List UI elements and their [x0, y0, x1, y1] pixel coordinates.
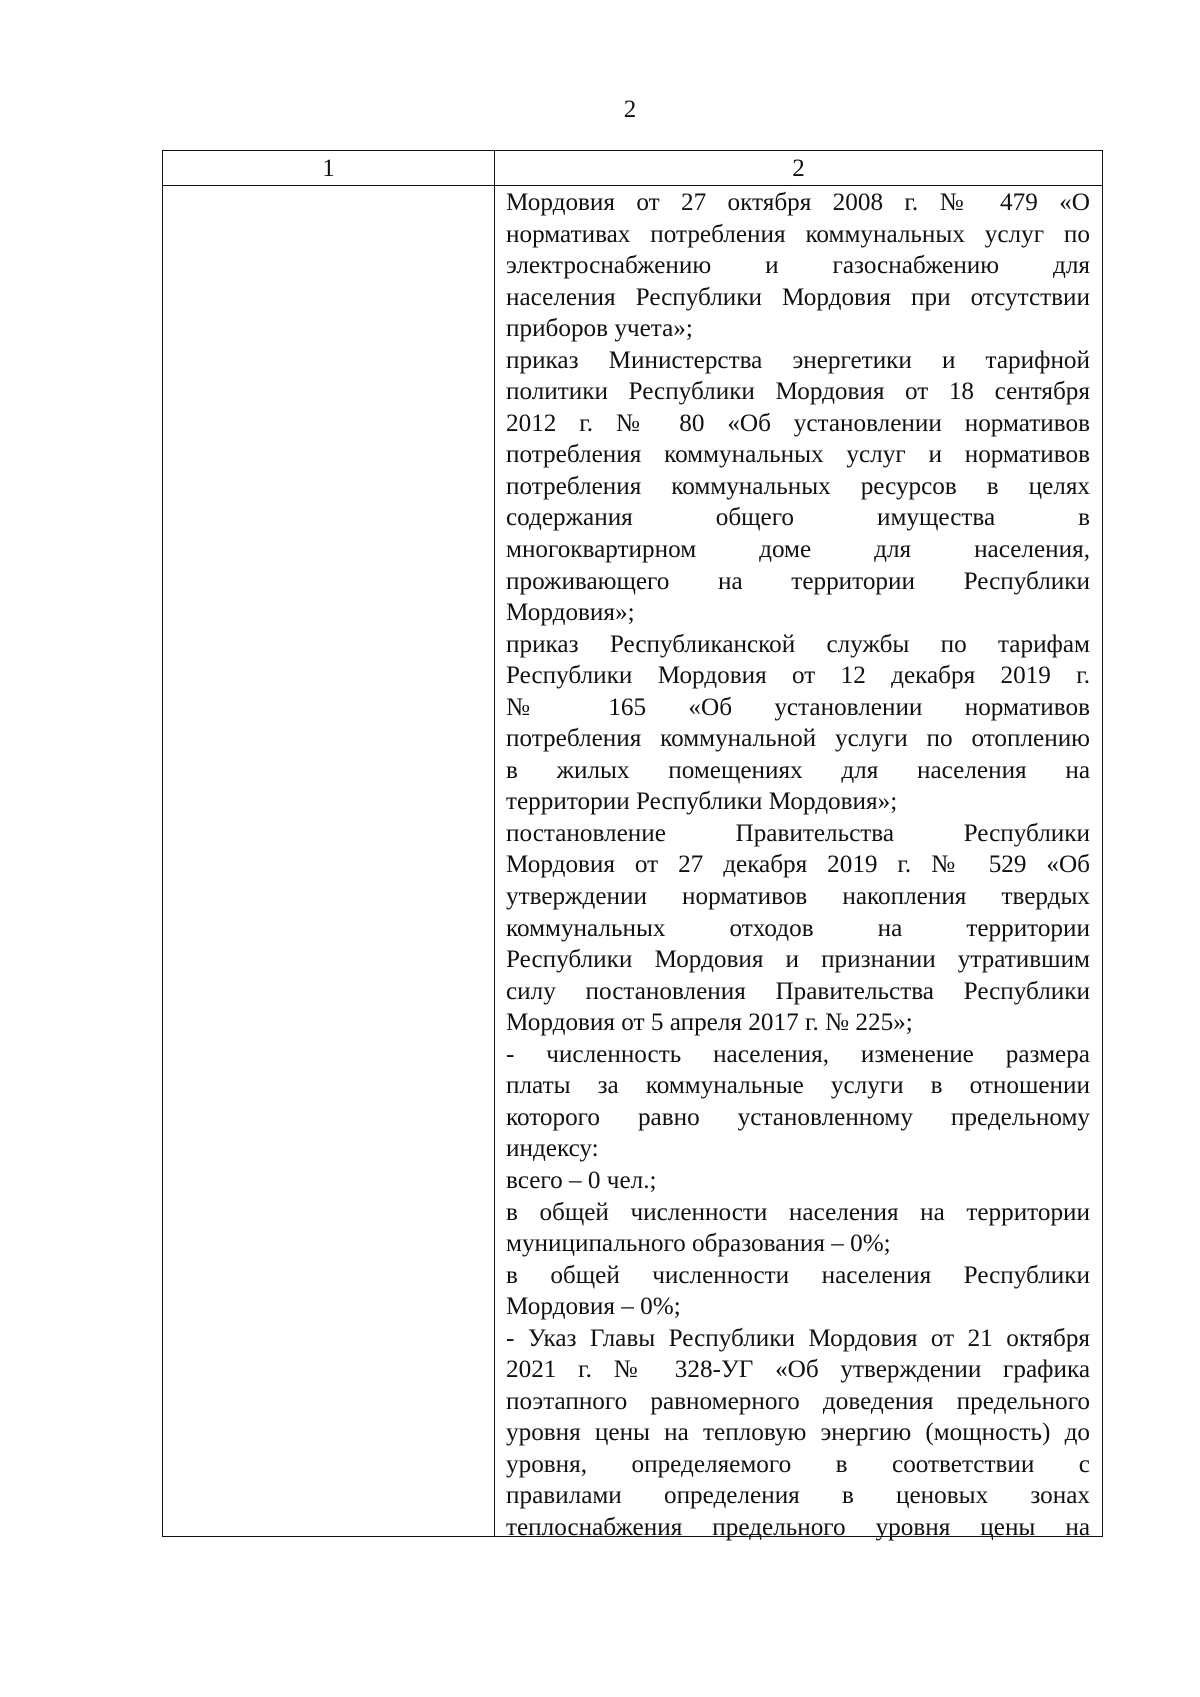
text-line: приказ Республиканской службы по тарифам: [506, 630, 1090, 658]
text-line: - численность населения, изменение размера: [506, 1040, 1090, 1068]
text-line: муниципального образования – 0%;: [506, 1230, 891, 1258]
text-line: приказ Министерства энергетики и тарифной: [506, 346, 1090, 374]
text-line: политики Республики Мордовия от 18 сентября: [506, 378, 1090, 406]
text-line: территории Республики Мордовия»;: [506, 788, 898, 816]
text-line: поэтапного равномерного доведения предельного: [506, 1387, 1090, 1415]
text-line: потребления коммунальных услуг и нормативов: [506, 441, 1090, 469]
text-line: в общей численности населения на территории: [506, 1198, 1090, 1226]
column-header-2: 2: [792, 155, 805, 182]
text-line: № 165 «Об установлении нормативов: [506, 693, 1090, 721]
text-line: всего – 0 чел.;: [506, 1166, 657, 1194]
text-line: Мордовия от 5 апреля 2017 г. № 225»;: [506, 1009, 913, 1037]
text-line: Мордовия – 0%;: [506, 1293, 681, 1321]
text-line: постановление Правительства Республики: [506, 819, 1090, 847]
text-line: правилами определения в ценовых зонах: [506, 1482, 1090, 1510]
column-2-content: [506, 187, 1090, 1544]
text-line: приборов учета»;: [506, 315, 693, 343]
document-table: [162, 150, 1103, 1541]
text-line: 2012 г. № 80 «Об установлении нормативов: [506, 409, 1090, 437]
text-line: потребления коммунальной услуги по отоплению: [506, 725, 1090, 753]
text-line: электроснабжению и газоснабжению для: [506, 252, 1090, 280]
text-line: Мордовия»;: [506, 599, 635, 627]
text-line: потребления коммунальных ресурсов в целях: [506, 472, 1090, 500]
text-line: в общей численности населения Республики: [506, 1261, 1090, 1289]
text-line: в жилых помещениях для населения на: [506, 756, 1090, 784]
text-line: платы за коммунальные услуги в отношении: [506, 1072, 1090, 1100]
column-divider: [494, 151, 495, 1536]
text-line: коммунальных отходов на территории: [506, 914, 1090, 942]
text-line: многоквартирном доме для населения,: [506, 536, 1090, 564]
text-line: - Указ Главы Республики Мордовия от 21 октября: [506, 1324, 1090, 1352]
page-number: 2: [623, 96, 637, 123]
text-line: Мордовия от 27 декабря 2019 г. № 529 «Об: [506, 851, 1090, 879]
text-line: содержания общего имущества в: [506, 504, 1090, 532]
text-line: теплоснабжения предельного уровня цены на: [506, 1513, 1090, 1541]
text-line: Мордовия от 27 октября 2008 г. № 479 «О: [506, 189, 1090, 216]
text-line: индексу:: [506, 1135, 599, 1163]
text-line: Республики Мордовия от 12 декабря 2019 г.: [506, 662, 1090, 690]
text-line: уровня цены на тепловую энергию (мощность) до: [506, 1419, 1090, 1447]
text-line: силу постановления Правительства Республики: [506, 977, 1090, 1005]
text-line: уровня, определяемого в соответствии с: [506, 1450, 1090, 1478]
text-line: 2021 г. № 328-УГ «Об утверждении графика: [506, 1356, 1090, 1384]
table-header-row: [163, 151, 1102, 186]
text-line: проживающего на территории Республики: [506, 567, 1090, 595]
text-line: населения Республики Мордовия при отсутствии: [506, 283, 1090, 311]
text-line: которого равно установленному предельному: [506, 1103, 1090, 1131]
text-line: Республики Мордовия и признании утратившим: [506, 946, 1090, 974]
text-line: нормативах потребления коммунальных услуг по: [506, 220, 1090, 248]
text-line: утверждении нормативов накопления твердых: [506, 883, 1090, 911]
column-header-1: 1: [322, 155, 335, 182]
